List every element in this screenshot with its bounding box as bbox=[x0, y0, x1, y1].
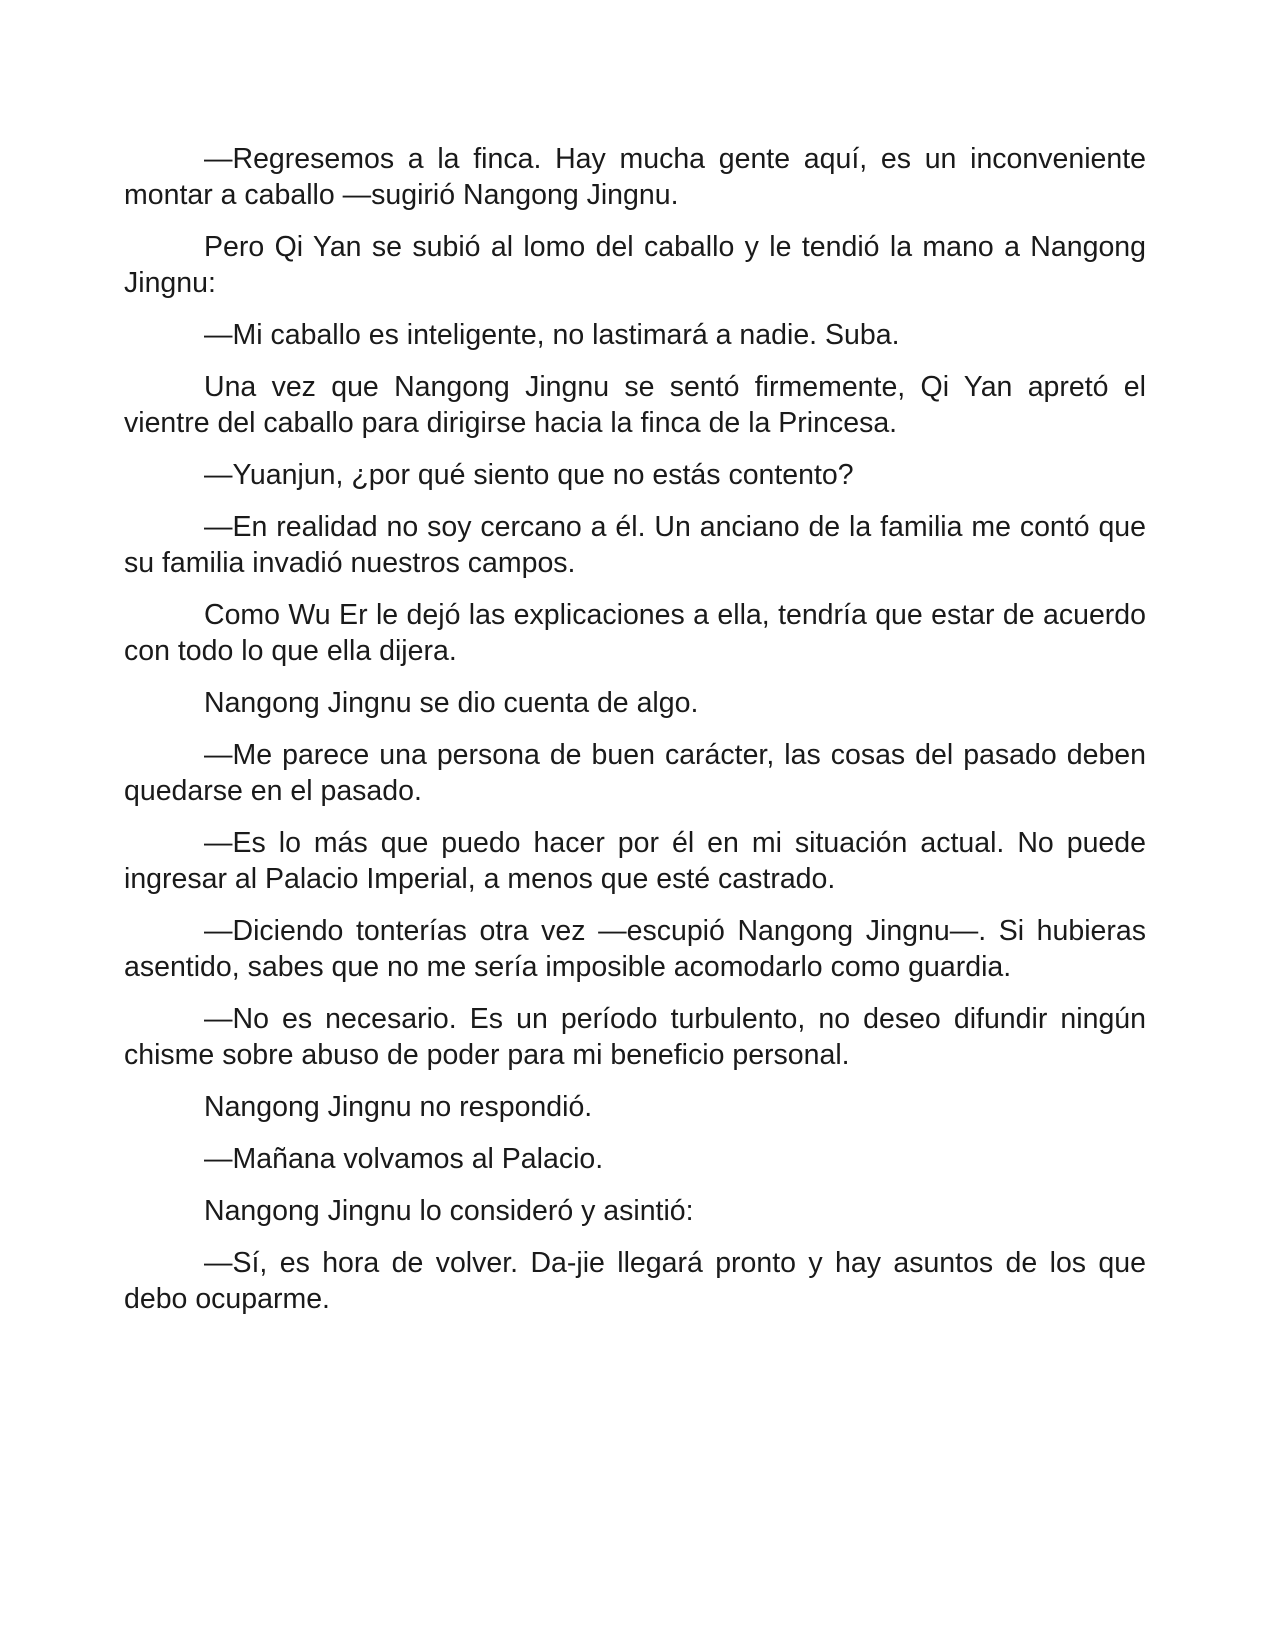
paragraph: —Mi caballo es inteligente, no lastimará a nadie. Suba. bbox=[204, 319, 900, 351]
paragraph: —Regresemos a la finca. Hay mucha gente aquí, es un inconveniente montar a caballo —sugirió Nangong Jingnu. bbox=[124, 143, 1146, 211]
paragraph: —Me parece una persona de buen carácter, las cosas del pasado deben quedarse en el pasado. bbox=[124, 739, 1146, 807]
document-page bbox=[124, 141, 1146, 1333]
paragraph: —Mañana volvamos al Palacio. bbox=[204, 1143, 604, 1175]
paragraph: Una vez que Nangong Jingnu se sentó firmemente, Qi Yan apretó el vientre del caballo para dirigirse hacia la finca de la Princesa. bbox=[124, 371, 1146, 439]
paragraph: Nangong Jingnu lo consideró y asintió: bbox=[204, 1195, 694, 1227]
paragraph: Nangong Jingnu no respondió. bbox=[204, 1091, 593, 1123]
paragraph: Nangong Jingnu se dio cuenta de algo. bbox=[204, 687, 699, 719]
paragraph: Pero Qi Yan se subió al lomo del caballo y le tendió la mano a Nangong Jingnu: bbox=[124, 231, 1146, 299]
paragraph: —Es lo más que puedo hacer por él en mi situación actual. No puede ingresar al Palacio Imperial, a menos que esté castrado. bbox=[124, 827, 1146, 895]
paragraph: —Yuanjun, ¿por qué siento que no estás contento? bbox=[204, 459, 854, 491]
paragraph: —Diciendo tonterías otra vez —escupió Nangong Jingnu—. Si hubieras asentido, sabes que no me sería imposible acomodarlo como guardia. bbox=[124, 915, 1146, 983]
paragraph: Como Wu Er le dejó las explicaciones a ella, tendría que estar de acuerdo con todo lo que ella dijera. bbox=[124, 599, 1146, 667]
paragraph: —Sí, es hora de volver. Da-jie llegará pronto y hay asuntos de los que debo ocuparme. bbox=[124, 1247, 1146, 1315]
paragraph: —En realidad no soy cercano a él. Un anciano de la familia me contó que su familia invadió nuestros campos. bbox=[124, 511, 1146, 579]
paragraph: —No es necesario. Es un período turbulento, no deseo difundir ningún chisme sobre abuso de poder para mi beneficio personal. bbox=[124, 1003, 1146, 1071]
